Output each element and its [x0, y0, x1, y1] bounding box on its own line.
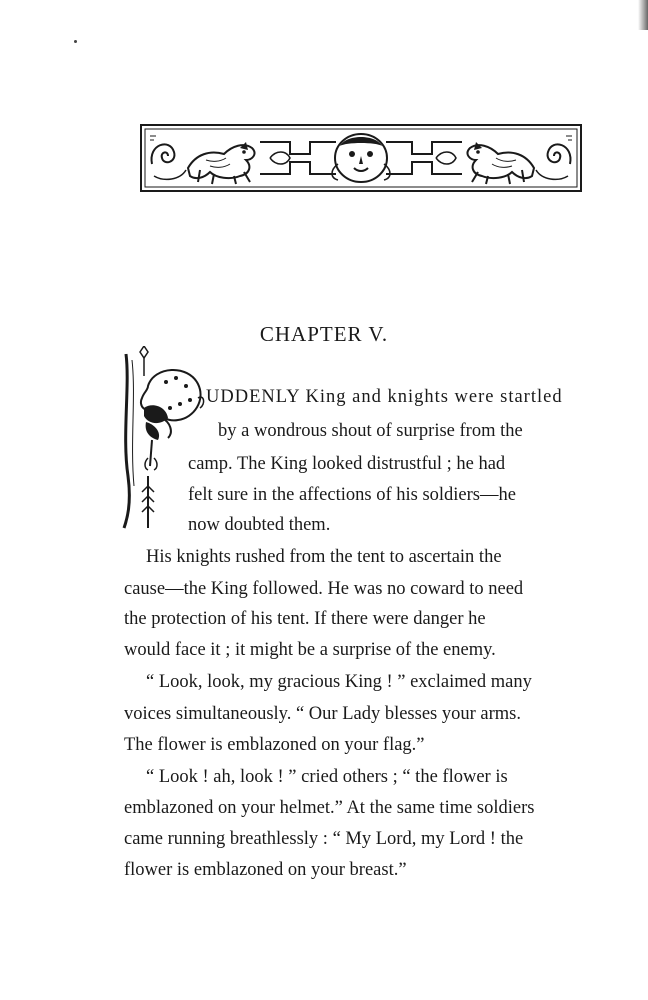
paragraph-1-line-4: felt sure in the affections of his soldiers—he: [188, 485, 516, 505]
ornamental-headpiece-illustration: [140, 124, 582, 192]
ink-speck: [74, 40, 77, 43]
paragraph-1-line-3: camp. The King looked distrustful ; he had: [188, 454, 506, 474]
paragraph-1-line-2: by a wondrous shout of surprise from the: [218, 421, 523, 441]
paragraph-1-line-5: now doubted them.: [188, 515, 331, 535]
paragraph-3-line-3: The flower is emblazoned on your flag.”: [124, 735, 425, 755]
chapter-title: CHAPTER V.: [259, 322, 389, 346]
paragraph-4-line-4: flower is emblazoned on your breast.”: [124, 860, 407, 880]
paragraph-2-line-3: the protection of his tent. If there were danger he: [124, 609, 486, 629]
page-edge-shadow: [638, 0, 648, 30]
paragraph-2-line-2: cause—the King followed. He was no coward to need: [124, 579, 524, 599]
paragraph-2-line-4: would face it ; it might be a surprise of the enemy.: [124, 640, 496, 660]
paragraph-4-line-3: came running breathlessly : “ My Lord, my Lord ! the: [124, 829, 524, 849]
paragraph-3-line-1: “ Look, look, my gracious King ! ” exclaimed many: [146, 672, 532, 692]
paragraph-2-line-1: His knights rushed from the tent to ascertain the: [146, 547, 502, 567]
paragraph-4-line-1: “ Look ! ah, look ! ” cried others ; “ the flower is: [146, 767, 508, 787]
paragraph-1-line-1: [206, 385, 598, 409]
paragraph-3-line-2: voices simultaneously. “ Our Lady blesses your arms.: [124, 704, 521, 724]
opening-text: UDDENLY King and knights were startled: [206, 387, 563, 407]
paragraph-4-line-2: emblazoned on your helmet.” At the same time soldiers: [124, 798, 535, 818]
